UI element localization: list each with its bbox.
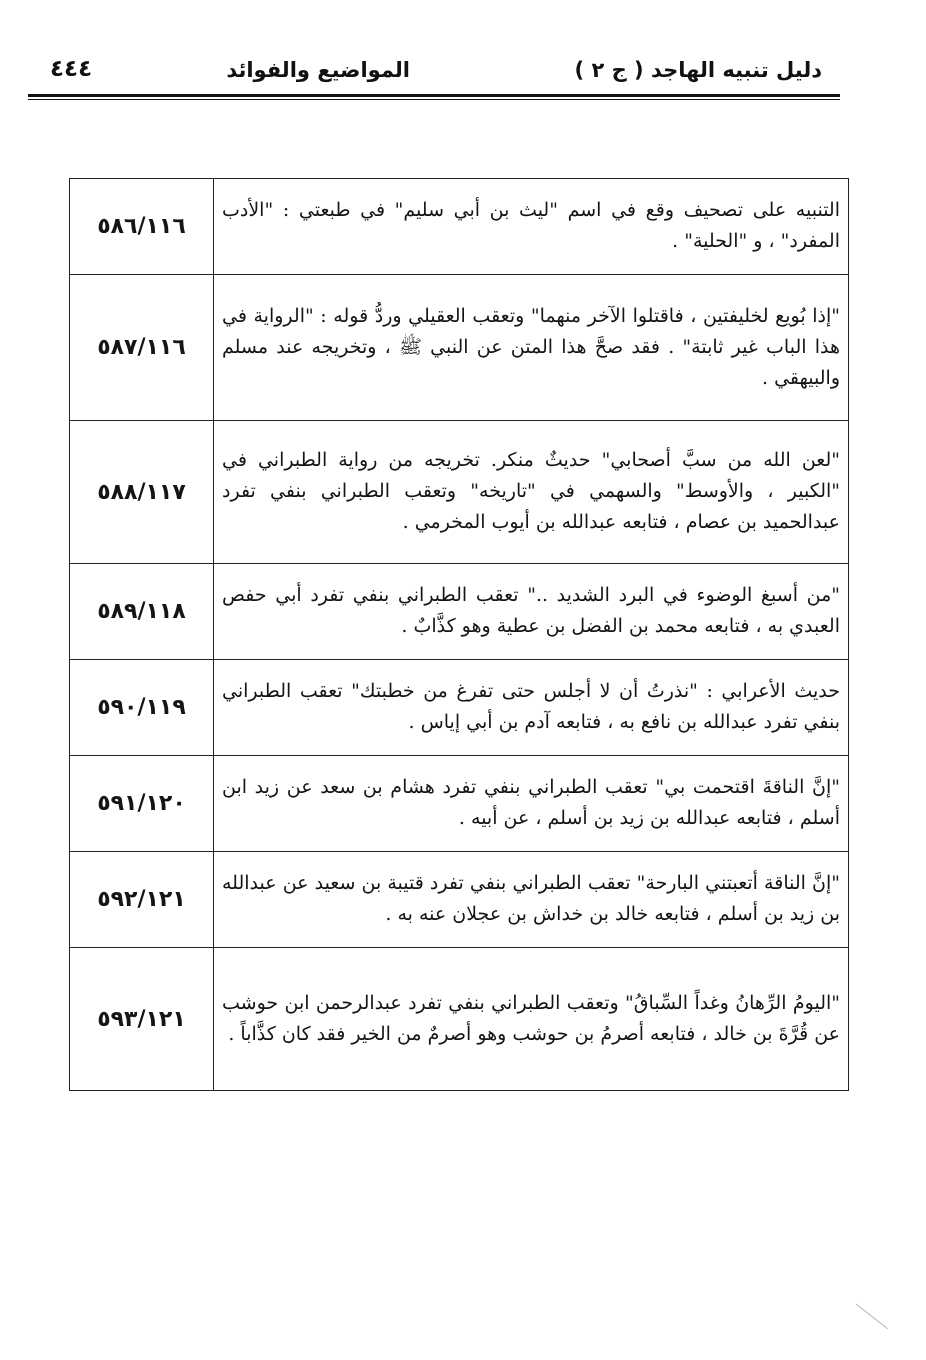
topics-table [69,178,849,1091]
topic-reference: ٥٩١/١٢٠ [70,756,214,852]
table-row [70,852,849,948]
table-row [70,275,849,421]
topic-reference: ٥٨٦/١١٦ [70,179,214,275]
topic-description: "إنَّ الناقةَ اقتحمت بي" تعقب الطبراني بنفي تفرد هشام بن سعد عن زيد ابن أسلم ، فتابعه عبدالله بن زيد بن أسلم ، عن أبيه . [214,756,849,852]
topic-description: "إنَّ الناقة أتعبتني البارحة" تعقب الطبراني بنفي تفرد قتيبة بن سعيد عن عبدالله بن زيد بن أسلم ، فتابعه خالد بن خداش بن عجلان عنه به . [214,852,849,948]
table-row [70,756,849,852]
topic-reference: ٥٨٩/١١٨ [70,564,214,660]
scan-artifact [856,1304,888,1329]
topic-description: "من أسبغ الوضوء في البرد الشديد .." تعقب الطبراني بنفي تفرد أبي حفص العبدي به ، فتابعه محمد بن الفضل بن عطية وهو كذَّابٌ . [214,564,849,660]
topic-description: حديث الأعرابي : "نذرتُ أن لا أجلس حتى تفرغ من خطبتك" تعقب الطبراني بنفي تفرد عبدالله بن نافع به ، فتابعه آدم بن أبي إياس . [214,660,849,756]
topic-reference: ٥٨٨/١١٧ [70,421,214,564]
topic-description: التنبيه على تصحيف وقع في اسم "ليث بن أبي سليم" في طبعتي : "الأدب المفرد" ، و "الحلية" . [214,179,849,275]
topic-description: "إذا بُويع لخليفتين ، فاقتلوا الآخر منهما" وتعقب العقيلي وردُّ قوله : "الرواية في هذا الباب غير ثابتة" . فقد صحَّ هذا المتن عن النبي ﷺ ، وتخريجه عند مسلم والبيهقي . [214,275,849,421]
table-row [70,564,849,660]
topic-reference: ٥٩٢/١٢١ [70,852,214,948]
topic-description: "اليومُ الرِّهانُ وغداً السِّباقُ" وتعقب الطبراني بنفي تفرد عبدالرحمن ابن حوشب عن قُرَّةَ بن خالد ، فتابعه أصرمُ بن حوشب وهو أصرمٌ من الخير فقد كان كذَّاباً . [214,948,849,1091]
header-rule-thin [28,99,840,100]
page-header [28,50,840,92]
table-row [70,948,849,1091]
topic-reference: ٥٨٧/١١٦ [70,275,214,421]
topic-description: "لعن الله من سبَّ أصحابي" حديثٌ منكر. تخريجه من رواية الطبراني في "الكبير ، والأوسط" والسهمي في "تاريخه" وتعقب الطبراني بنفي تفرد عبدالحميد بن عصام ، فتابعه عبدالله بن أيوب المخرمي . [214,421,849,564]
page-number: ٤٤٤ [50,56,93,82]
table-row [70,421,849,564]
topic-reference: ٥٩٠/١١٩ [70,660,214,756]
book-title: دليل تنبيه الهاجد ( ج ٢ ) [574,58,822,82]
table-row [70,179,849,275]
table-row [70,660,849,756]
topic-reference: ٥٩٣/١٢١ [70,948,214,1091]
header-rule-thick [28,94,840,97]
section-title: المواضيع والفوائد [226,58,410,82]
